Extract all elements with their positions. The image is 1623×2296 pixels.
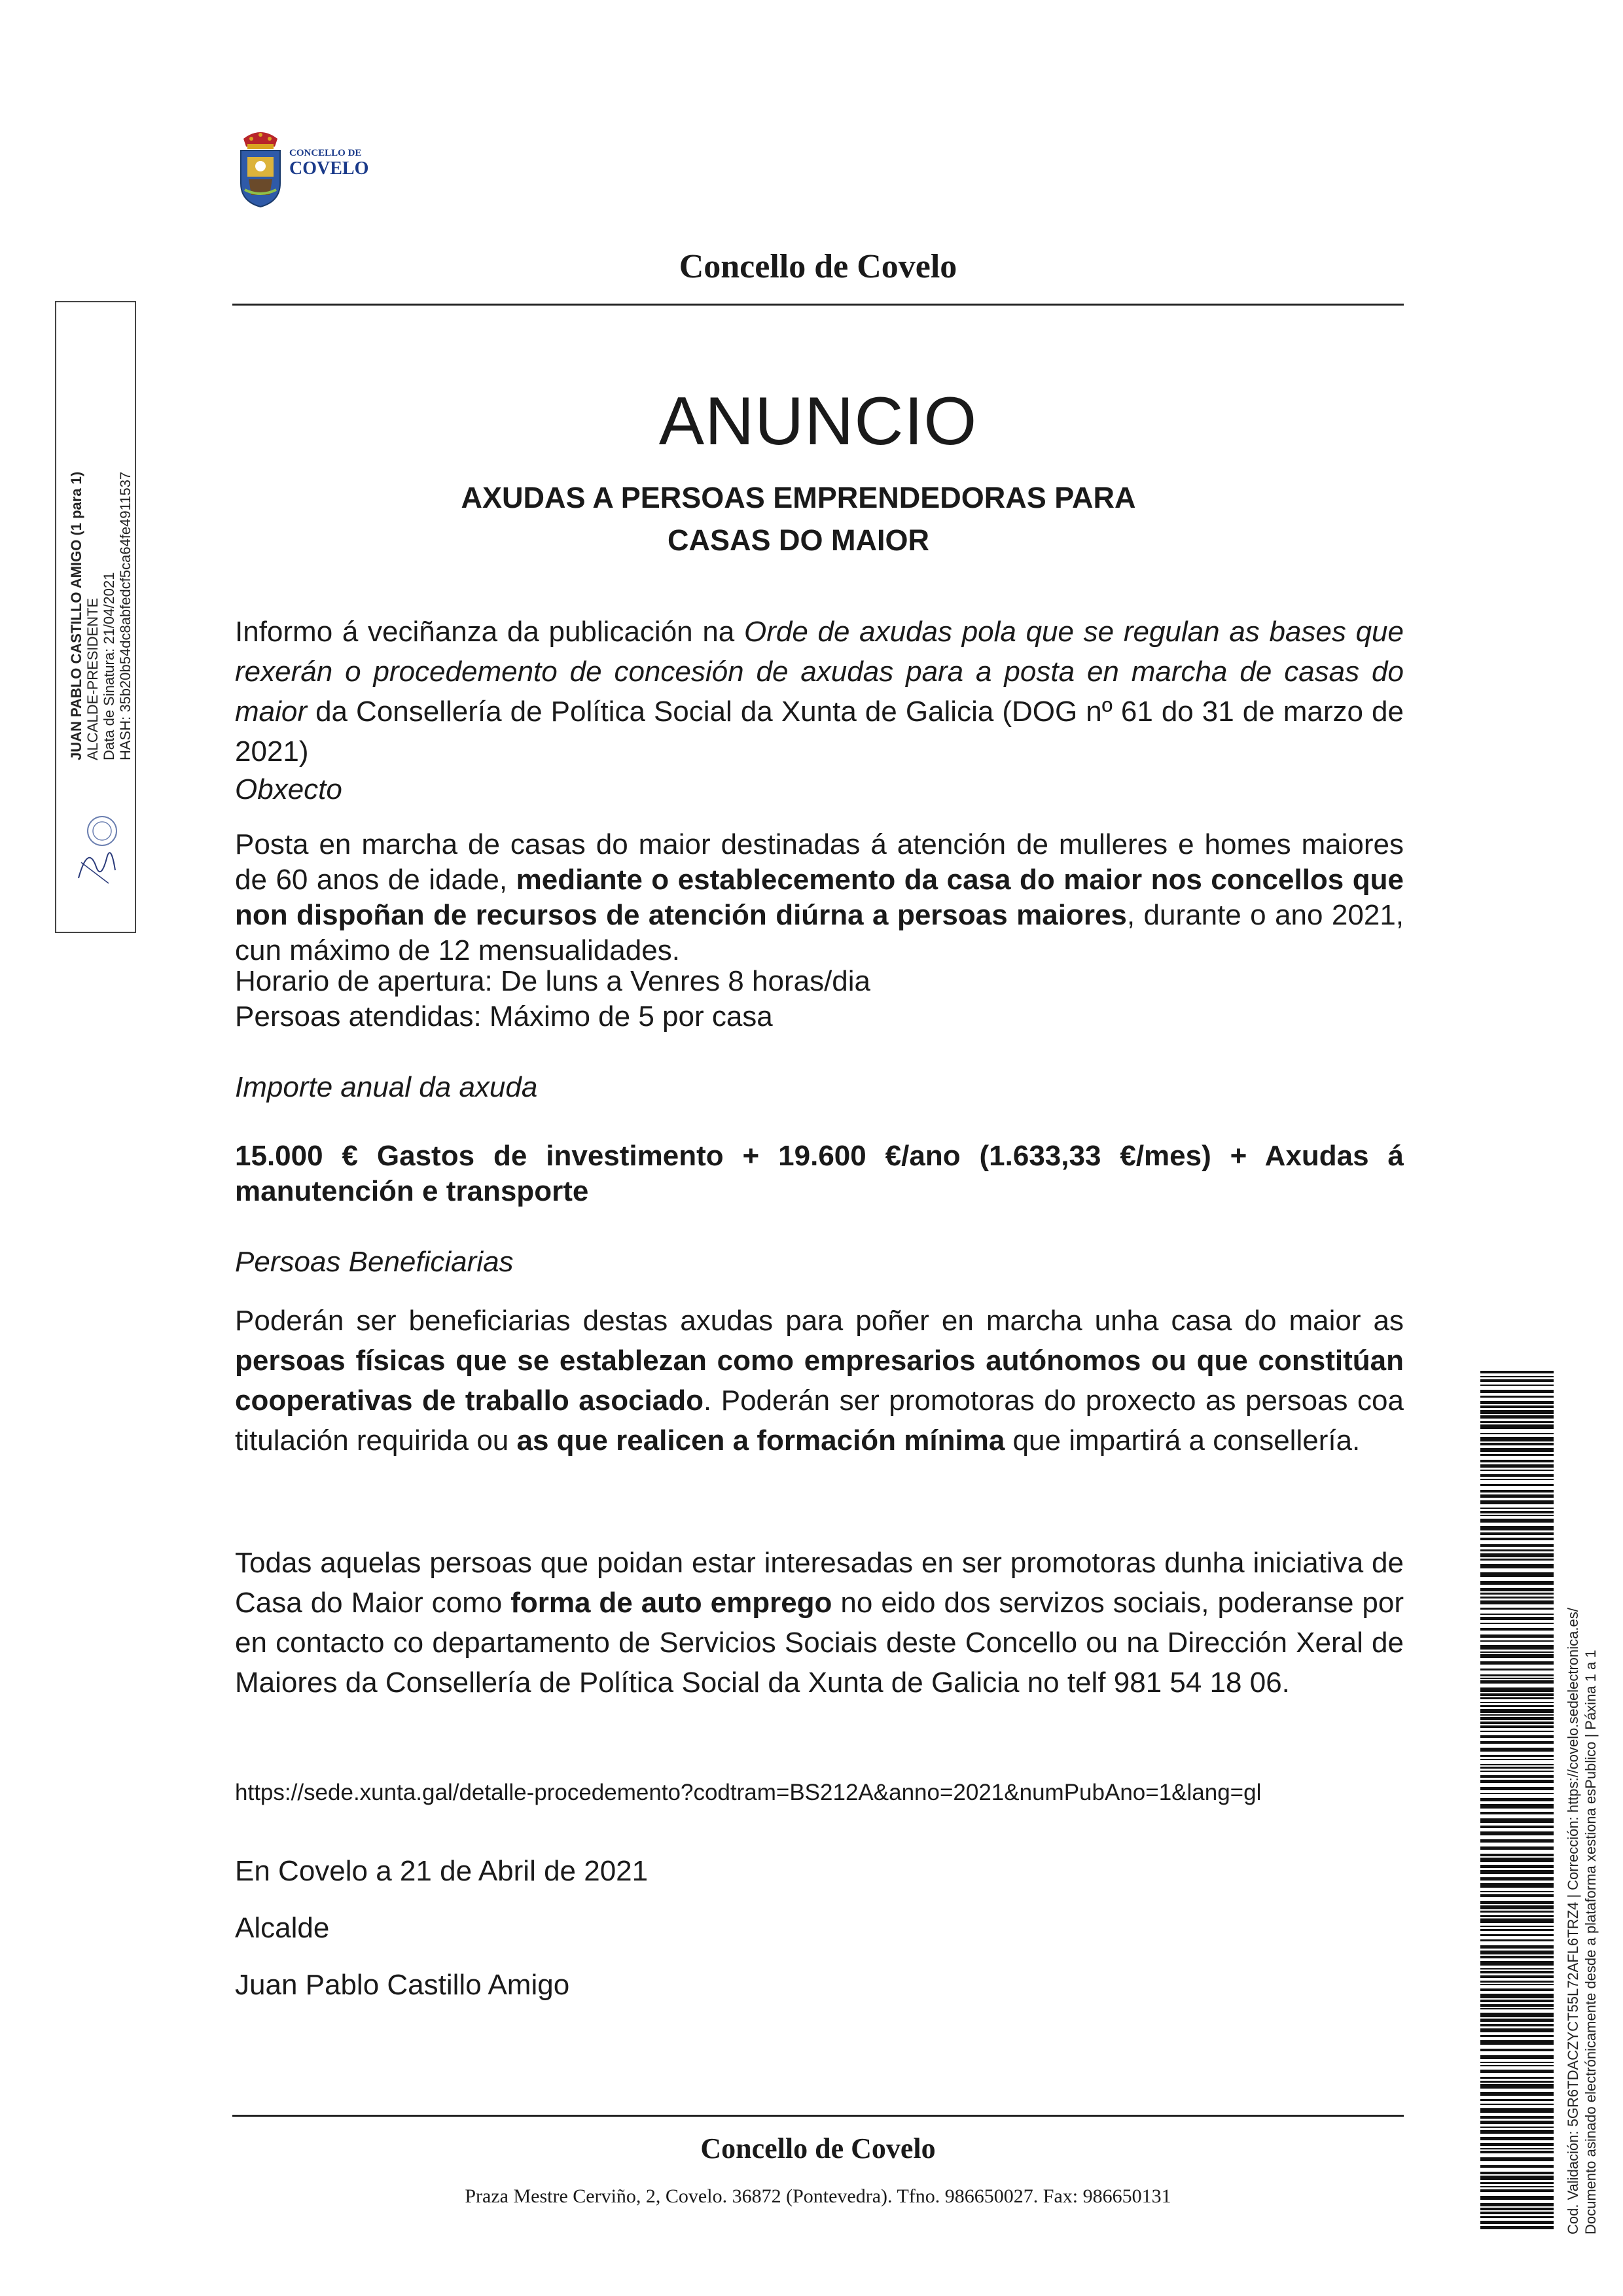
barcode-bar bbox=[1480, 1669, 1554, 1670]
signer-role: Alcalde bbox=[235, 1912, 330, 1944]
barcode-bar bbox=[1480, 1508, 1554, 1509]
interesadas-text: Todas aquelas persoas que poidan estar interesadas en ser promotoras dunha iniciativa de Casa do Maior como bbox=[235, 1547, 1404, 1619]
barcode-bar bbox=[1480, 1433, 1554, 1434]
barcode-bar bbox=[1480, 1771, 1554, 1772]
barcode-bar bbox=[1480, 1918, 1554, 1923]
barcode-bar bbox=[1480, 1858, 1554, 1862]
footer-divider bbox=[232, 2115, 1404, 2117]
barcode-bar bbox=[1480, 1877, 1554, 1881]
barcode-bar bbox=[1480, 1981, 1554, 1983]
barcode-bar bbox=[1480, 1693, 1554, 1696]
barcode-bar bbox=[1480, 2203, 1554, 2206]
beneficiarias-paragraph bbox=[235, 1301, 1404, 1460]
barcode-bar bbox=[1480, 1846, 1554, 1850]
barcode-bar bbox=[1480, 1623, 1554, 1624]
obxecto-bold-text: mediante o establecemento da casa do maior nos concellos que non dispoñan de recursos de atención diúrna a persoas maiores bbox=[235, 864, 1404, 931]
document-subtitle-line2: CASAS DO MAIOR bbox=[667, 523, 929, 557]
barcode-bar bbox=[1480, 1464, 1554, 1468]
barcode-bar bbox=[1480, 2157, 1554, 2161]
barcode-bar bbox=[1480, 2176, 1554, 2180]
beneficiarias-text-middle: . Poderán ser promotoras do proxecto as persoas coa titulación requirida ou bbox=[235, 1385, 1404, 1457]
barcode-bar bbox=[1480, 2065, 1554, 2066]
barcode-bar bbox=[1480, 2182, 1554, 2184]
barcode-bar bbox=[1480, 1651, 1554, 1653]
logo-text-covelo: COVELO bbox=[289, 158, 369, 179]
page-header-title: Concello de Covelo bbox=[679, 248, 957, 285]
barcode-bar bbox=[1480, 1415, 1554, 1419]
barcode-bar bbox=[1480, 1371, 1554, 1373]
barcode-bar bbox=[1480, 1865, 1554, 1868]
barcode-bar bbox=[1480, 1448, 1554, 1452]
barcode-bar bbox=[1480, 1951, 1554, 1954]
barcode-bar bbox=[1480, 1678, 1554, 1679]
barcode-bar bbox=[1480, 1945, 1554, 1949]
barcode-bar bbox=[1480, 1628, 1554, 1631]
barcode-bar bbox=[1480, 1988, 1554, 1991]
barcode-bar bbox=[1480, 1929, 1554, 1931]
barcode-bar bbox=[1480, 1722, 1554, 1724]
barcode-bar bbox=[1480, 1780, 1554, 1783]
validation-barcode bbox=[1480, 1371, 1554, 2234]
concello-logo bbox=[234, 124, 391, 209]
barcode-bar bbox=[1480, 1741, 1554, 1744]
coat-of-arms-icon bbox=[234, 124, 287, 209]
barcode-bar bbox=[1480, 1883, 1554, 1888]
barcode-bar bbox=[1480, 1572, 1554, 1577]
barcode-bar bbox=[1480, 1798, 1554, 1801]
electronic-signature-box bbox=[55, 301, 136, 933]
barcode-bar bbox=[1480, 2121, 1554, 2124]
barcode-bar bbox=[1480, 2019, 1554, 2022]
barcode-bar bbox=[1480, 1709, 1554, 1713]
signer-name: Juan Pablo Castillo Amigo bbox=[235, 1969, 570, 2001]
barcode-bar bbox=[1480, 1544, 1554, 1547]
barcode-bar bbox=[1480, 2013, 1554, 2017]
barcode-bar bbox=[1480, 2004, 1554, 2007]
barcode-bar bbox=[1480, 2104, 1554, 2105]
intro-text: Informo á veciñanza da publicación na bbox=[235, 616, 744, 648]
barcode-bar bbox=[1480, 1600, 1554, 1604]
barcode-bar bbox=[1480, 1839, 1554, 1843]
header-divider bbox=[232, 304, 1404, 306]
barcode-bar bbox=[1480, 1870, 1554, 1874]
barcode-bar bbox=[1480, 1725, 1554, 1728]
barcode-bar bbox=[1480, 2226, 1554, 2229]
barcode-bar bbox=[1480, 1443, 1554, 1445]
barcode-bar bbox=[1480, 1812, 1554, 1814]
barcode-bar bbox=[1480, 1748, 1554, 1752]
barcode-bar bbox=[1480, 1454, 1554, 1456]
barcode-bar bbox=[1480, 1559, 1554, 1561]
importe-paragraph: 15.000 € Gastos de investimento + 19.600 €/ano (1.633,33 €/mes) + Axudas á manutención e transporte bbox=[235, 1140, 1404, 1207]
signature-signer: JUAN PABLO CASTILLO AMIGO (1 para 1) bbox=[68, 471, 84, 760]
barcode-bar bbox=[1480, 1593, 1554, 1595]
barcode-bar bbox=[1480, 1460, 1554, 1462]
barcode-bar bbox=[1480, 2040, 1554, 2045]
barcode-bar bbox=[1480, 1532, 1554, 1535]
barcode-bar bbox=[1480, 1654, 1554, 1658]
barcode-bar bbox=[1480, 1994, 1554, 1998]
barcode-bar bbox=[1480, 2116, 1554, 2119]
barcode-bar bbox=[1480, 2186, 1554, 2187]
barcode-bar bbox=[1480, 1934, 1554, 1936]
document-subtitle-line1: AXUDAS A PERSOAS EMPRENDEDORAS PARA bbox=[461, 481, 1136, 514]
barcode-bar bbox=[1480, 1984, 1554, 1985]
barcode-bar bbox=[1480, 2221, 1554, 2224]
barcode-bar bbox=[1480, 2035, 1554, 2037]
barcode-bar bbox=[1480, 2216, 1554, 2218]
barcode-bar bbox=[1480, 1421, 1554, 1423]
barcode-bar bbox=[1480, 1597, 1554, 1598]
barcode-bar bbox=[1480, 1401, 1554, 1404]
procedure-url: https://sede.xunta.gal/detalle-procedemento?codtram=BS212A&anno=2021&numPubAno=1&lang=gl bbox=[235, 1780, 1262, 1805]
barcode-bar bbox=[1480, 2000, 1554, 2002]
obxecto-paragraph bbox=[235, 827, 1404, 968]
barcode-bar bbox=[1480, 2130, 1554, 2134]
barcode-bar bbox=[1480, 1891, 1554, 1892]
barcode-bar bbox=[1480, 1705, 1554, 1707]
barcode-bar bbox=[1480, 1735, 1554, 1738]
barcode-bar bbox=[1480, 1961, 1554, 1966]
barcode-bar bbox=[1480, 1581, 1554, 1585]
interesadas-paragraph bbox=[235, 1543, 1404, 1703]
importe-label: Importe anual da axuda bbox=[235, 1071, 538, 1103]
footer-title: Concello de Covelo bbox=[700, 2132, 936, 2164]
footer-address: Praza Mestre Cerviño, 2, Covelo. 36872 (Pontevedra). Tfno. 986650027. Fax: 986650131 bbox=[465, 2185, 1171, 2207]
validation-code-line: Cod. Validación: 5GR6TDACZYCT55L72AFL6TRZ4 | Corrección: https://covelo.sedelectronica.es/ bbox=[1565, 1608, 1581, 2234]
barcode-bar bbox=[1480, 2189, 1554, 2192]
barcode-bar bbox=[1480, 1500, 1554, 1504]
place-date-line: En Covelo a 21 de Abril de 2021 bbox=[235, 1855, 649, 1887]
barcode-bar bbox=[1480, 1474, 1554, 1477]
signature-hash: HASH: 35b20b54dc8abfedcf5ca64fe4911537 bbox=[117, 471, 134, 760]
interesadas-text-end: no eido dos servizos sociais, poderanse por en contacto co departamento de Servicios Sociais deste Concello ou na Dirección Xeral de Maiores da Consellería de Política Social da Xunta de Galicia no telf 981 54 18 06. bbox=[235, 1587, 1404, 1699]
barcode-bar bbox=[1480, 1764, 1554, 1765]
barcode-bar bbox=[1480, 1490, 1554, 1492]
barcode-bar bbox=[1480, 1826, 1554, 1828]
barcode-bar bbox=[1480, 1661, 1554, 1665]
barcode-bar bbox=[1480, 1894, 1554, 1897]
barcode-bar bbox=[1480, 1674, 1554, 1676]
barcode-bar bbox=[1480, 1687, 1554, 1692]
interesadas-bold-text: forma de auto emprego bbox=[510, 1587, 832, 1619]
barcode-bar bbox=[1480, 1702, 1554, 1703]
barcode-bar bbox=[1480, 1926, 1554, 1927]
barcode-bar bbox=[1480, 2208, 1554, 2210]
barcode-bar bbox=[1480, 1731, 1554, 1732]
barcode-bar bbox=[1480, 1564, 1554, 1568]
barcode-bar bbox=[1480, 1975, 1554, 1978]
barcode-bar bbox=[1480, 1549, 1554, 1551]
barcode-bar bbox=[1480, 2092, 1554, 2096]
barcode-bar bbox=[1480, 1614, 1554, 1615]
barcode-bar bbox=[1480, 1759, 1554, 1760]
barcode-bar bbox=[1480, 1519, 1554, 1523]
beneficiarias-bold-text: persoas físicas que se establezan como empresarios autónomos ou que constitúan cooperativas de traballo asociado bbox=[235, 1345, 1404, 1417]
barcode-bar bbox=[1480, 2165, 1554, 2168]
barcode-bar bbox=[1480, 1588, 1554, 1591]
barcode-bar bbox=[1480, 2108, 1554, 2113]
barcode-bar bbox=[1480, 2077, 1554, 2079]
barcode-bar bbox=[1480, 1470, 1554, 1471]
barcode-bar bbox=[1480, 1479, 1554, 1480]
barcode-bar bbox=[1480, 2196, 1554, 2200]
barcode-bar bbox=[1480, 2148, 1554, 2149]
intro-orde-title: Orde de axudas pola que se regulan as bases que rexerán o procedemento de concesión de axudas para a posta en marcha de casas do maior bbox=[235, 616, 1404, 728]
barcode-bar bbox=[1480, 1640, 1554, 1642]
barcode-bar bbox=[1480, 1968, 1554, 1969]
barcode-bar bbox=[1480, 1538, 1554, 1540]
validation-platform-line: Documento asinado electrónicamente desde a plataforma xestiona esPublico | Páxina 1 a 1 bbox=[1582, 1650, 1599, 2234]
document-heading: ANUNCIO bbox=[658, 383, 978, 459]
barcode-bar bbox=[1480, 1410, 1554, 1414]
barcode-bar bbox=[1480, 1405, 1554, 1408]
barcode-bar bbox=[1480, 1526, 1554, 1530]
barcode-bar bbox=[1480, 2070, 1554, 2073]
obxecto-text-end: , durante o ano 2021, cun máximo de 12 mensualidades. bbox=[235, 899, 1404, 966]
intro-paragraph bbox=[235, 612, 1404, 771]
signature-details bbox=[68, 472, 134, 760]
barcode-bar bbox=[1480, 1755, 1554, 1757]
barcode-bar bbox=[1480, 1905, 1554, 1909]
barcode-bar bbox=[1480, 1911, 1554, 1913]
barcode-bar bbox=[1480, 2081, 1554, 2083]
barcode-bar bbox=[1480, 1901, 1554, 1904]
horario-line: Horario de apertura: De luns a Venres 8 horas/dia bbox=[235, 965, 871, 997]
barcode-bar bbox=[1480, 1717, 1554, 1720]
barcode-bar bbox=[1480, 1390, 1554, 1393]
barcode-bar bbox=[1480, 1437, 1554, 1441]
barcode-bar bbox=[1480, 2137, 1554, 2140]
barcode-bar bbox=[1480, 2062, 1554, 2063]
barcode-bar bbox=[1480, 1484, 1554, 1486]
barcode-bar bbox=[1480, 1793, 1554, 1794]
barcode-bar bbox=[1480, 2212, 1554, 2214]
barcode-bar bbox=[1480, 1424, 1554, 1429]
barcode-bar bbox=[1480, 2127, 1554, 2128]
barcode-bar bbox=[1480, 1915, 1554, 1917]
barcode-bar bbox=[1480, 1831, 1554, 1835]
logo-text-concello: CONCELLO DE bbox=[289, 148, 362, 158]
barcode-bar bbox=[1480, 1787, 1554, 1790]
barcode-bar bbox=[1480, 2084, 1554, 2089]
persoas-atendidas-line: Persoas atendidas: Máximo de 5 por casa bbox=[235, 1000, 773, 1033]
barcode-bar bbox=[1480, 1553, 1554, 1557]
obxecto-text: Posta en marcha de casas do maior destinadas á atención de mulleres e homes maiores de 60 anos de idade, bbox=[235, 828, 1404, 896]
intro-text-end: da Consellería de Política Social da Xunta de Galicia (DOG nº 61 do 31 de marzo de 2021) bbox=[235, 696, 1404, 768]
beneficiarias-label: Persoas Beneficiarias bbox=[235, 1246, 514, 1278]
barcode-bar bbox=[1480, 1494, 1554, 1498]
barcode-bar bbox=[1480, 2099, 1554, 2101]
barcode-bar bbox=[1480, 1511, 1554, 1513]
barcode-bar bbox=[1480, 2049, 1554, 2051]
barcode-bar bbox=[1480, 2151, 1554, 2153]
handwritten-signature-icon bbox=[68, 800, 123, 898]
barcode-bar bbox=[1480, 1714, 1554, 1716]
barcode-bar bbox=[1480, 1956, 1554, 1958]
barcode-bar bbox=[1480, 2055, 1554, 2059]
signature-date: Data de Sinatura: 21/04/2021 bbox=[101, 572, 117, 760]
barcode-bar bbox=[1480, 1385, 1554, 1386]
barcode-bar bbox=[1480, 2028, 1554, 2032]
validation-text bbox=[1564, 1608, 1599, 2234]
barcode-bar bbox=[1480, 1697, 1554, 1699]
signature-role: ALCALDE-PRESIDENTE bbox=[84, 597, 101, 760]
barcode-bar bbox=[1480, 1775, 1554, 1778]
barcode-bar bbox=[1480, 2008, 1554, 2009]
barcode-bar bbox=[1480, 1767, 1554, 1769]
beneficiarias-text: Poderán ser beneficiarias destas axudas para poñer en marcha unha casa do maior as bbox=[235, 1305, 1404, 1337]
barcode-bar bbox=[1480, 1379, 1554, 1382]
barcode-bar bbox=[1480, 1971, 1554, 1973]
barcode-bar bbox=[1480, 2143, 1554, 2146]
obxecto-label: Obxecto bbox=[235, 773, 342, 805]
barcode-bar bbox=[1480, 1396, 1554, 1398]
barcode-bar bbox=[1480, 1515, 1554, 1516]
barcode-bar bbox=[1480, 1617, 1554, 1620]
barcode-bar bbox=[1480, 2024, 1554, 2026]
barcode-bar bbox=[1480, 1939, 1554, 1941]
barcode-bar bbox=[1480, 1680, 1554, 1684]
beneficiarias-bold-text-2: as que realicen a formación mínima bbox=[516, 1424, 1005, 1457]
barcode-bar bbox=[1480, 2172, 1554, 2174]
barcode-bar bbox=[1480, 1854, 1554, 1856]
barcode-bar bbox=[1480, 1804, 1554, 1809]
barcode-bar bbox=[1480, 1376, 1554, 1377]
beneficiarias-text-end: que impartirá a consellería. bbox=[1005, 1424, 1361, 1457]
barcode-bar bbox=[1480, 1818, 1554, 1823]
barcode-bar bbox=[1480, 1608, 1554, 1610]
barcode-bar bbox=[1480, 1645, 1554, 1650]
barcode-bar bbox=[1480, 1634, 1554, 1638]
